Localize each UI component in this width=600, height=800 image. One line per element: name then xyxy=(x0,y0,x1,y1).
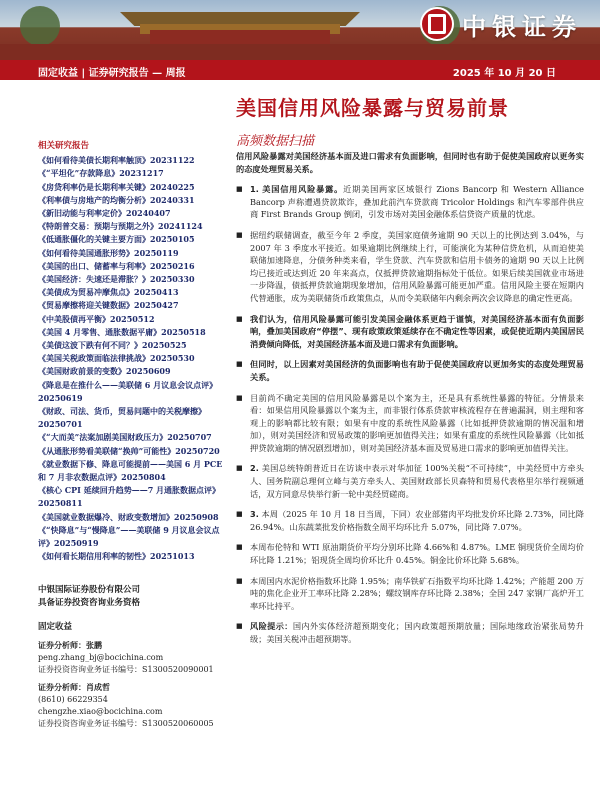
related-reports-list xyxy=(38,154,230,563)
related-report-item[interactable]: 《核心 CPI 延续回升趋势——7 月通胀数据点评》20250811 xyxy=(38,485,221,509)
page-subtitle: 高频数据扫描 xyxy=(236,134,315,149)
org-qualification: 具备证券投资咨询业务资格 xyxy=(38,598,141,608)
bullet-number: 3. xyxy=(250,509,259,520)
bullet-paragraph xyxy=(236,183,584,221)
related-report-item[interactable]: 《美国的出口、储蓄率与利率》20250216 xyxy=(38,260,195,271)
related-report-item[interactable]: 《美债这波下跌有何不同？》20250525 xyxy=(38,340,187,351)
brand-name: 中银证券 xyxy=(462,12,582,41)
related-report-item[interactable]: 《房贷利率仍是长期利率关键》20240225 xyxy=(38,181,195,192)
bullet-paragraph: ■ 目前尚不确定美国的信用风险暴露是以个案为主，还是具有系统性暴露的特征。分情景来看：如果信用风险暴露以个案为主，而非银行体系贷款审核流程存在普遍漏洞，则主理和客观上的影响都比较有限；如果有中度的系统性风险暴露（比如抵押贷款逾期的情况温和增加），则对美国经济和贸易政策的影响更加值得关注；如果有重度的系统性风险暴露（比如抵押贷款逾期的情况剧烈增加），则对美国经济基本面及贸易进口需求的影响更加值得关注。 xyxy=(236,392,584,455)
bullet-text: 美国总统特朗普近日在访谈中表示对华加征 100%关税“不可持续”，中美经贸中方牵头人、国务院副总理何立峰与美方牵头人、美国财政部长贝森特和贸易代表格里尔举行视频通话，双方同意尽快举行新一轮中美经贸磋商。 xyxy=(250,463,584,499)
related-report-item[interactable]: 《“平坦化”存款降息》20231217 xyxy=(38,168,164,179)
related-reports-heading: 相关研究报告 xyxy=(38,141,90,151)
related-report-item[interactable]: 《美债成为贸易冲摩焦点》20250413 xyxy=(38,287,179,298)
report-category-line: 固定收益 | 证券研究报告 — 周报 xyxy=(38,68,186,79)
related-report-item[interactable]: 《如何看待美债长期利率触顶》20231122 xyxy=(38,155,195,166)
bullet-text: 国内外实体经济超预期变化；国内政策超预期放量；国际地缘政治紧张局势升级；美国关税冲击超预期等。 xyxy=(250,621,584,644)
bullet-paragraph: ■ 本周国内水泥价格指数环比降 1.95%；南华铁矿石指数平均环比降 1.42%；产能超 200 万吨的焦化企业开工率环比降 2.28%；螺纹钢库存环比降 2.38%；全国 247 家钢厂高炉开工率环比持平。 xyxy=(236,575,584,613)
analyst-phone: (8610) 66229354 xyxy=(38,695,108,704)
bullet-paragraph xyxy=(236,620,584,645)
related-report-item[interactable]: 《美国就业数据爆冷、财政变数增加》20250908 xyxy=(38,511,219,522)
related-report-item[interactable]: 《低通胀僵化的关键主要方面》20250105 xyxy=(38,234,195,245)
lead-summary: 信用风险暴露对美国经济基本面及进口需求有负面影响，但同时也有助于促使美国政府以更务实的态度处理贸易关系。 xyxy=(236,151,584,174)
related-report-item[interactable]: 《美国 4 月零售、通胀数据平庸》20250518 xyxy=(38,326,206,337)
related-report-item[interactable]: 《利率债与房地产的均衡分析》20240331 xyxy=(38,194,195,205)
bullet-text: 本周（2025 年 10 月 18 日当周，下同）农业部猪肉平均批发价环比降 2.73%，同比降 26.94%。山东蔬菜批发价格指数全周平均环比升 5.07%，同比降 7.07%。 xyxy=(250,509,584,532)
analyst-2 xyxy=(38,682,230,730)
report-date: 2025 年 10 月 20 日 xyxy=(452,68,556,79)
palace-wall xyxy=(0,44,600,60)
analyst-1 xyxy=(38,640,230,676)
header-banner xyxy=(0,0,600,60)
brand-logo xyxy=(420,6,582,42)
analyst-role: 证券分析师： xyxy=(38,641,86,650)
analyst-email[interactable]: peng.zhang_bj@bocichina.com xyxy=(38,653,164,662)
bullet-number: 2. xyxy=(250,463,259,474)
related-reports xyxy=(38,140,230,564)
boc-logo-icon xyxy=(420,7,454,41)
related-report-item[interactable]: 《美国财政前景的变数》20250609 xyxy=(38,366,171,377)
related-report-item[interactable]: 《特朗普交易：预期与预期之外》20241124 xyxy=(38,221,203,232)
report-bar xyxy=(0,60,600,80)
related-report-item[interactable]: 《中美股债再平衡》20250512 xyxy=(38,313,155,324)
analysts xyxy=(38,640,230,736)
related-report-item[interactable]: 《“快降息”与“慢降息”——美联储 9 月议息会议点评》20250919 xyxy=(38,524,220,549)
related-report-item[interactable]: 《贸易摩擦将迎关键数据》20250427 xyxy=(38,300,179,311)
bullet-number: 1. xyxy=(250,184,259,195)
bullet-paragraph: ■ 据纽约联储调查，截至今年 2 季度，美国家庭债务逾期 90 天以上的比例达到 3.04%，与 2007 年 3 季度水平接近。如果逾期比例继续上行，可能演化为某种信贷危机，从而迫使美联储加速降息，分债务种类来看，学生贷款、汽车贷款和信用卡债务的逾期 90 天以上比例均已接近或达到近 20 年来高点，仅抵押贷款逾期指标处于低位。如果后续美国就业市场进一步降温，债抵押贷款逾期现象增加，信用风险暴露可能更加严重。信用风险主要在短期内代替通胀，成为美联储货币政策焦点，从而令美联储年内剩余两次会议降息的确定性更高。 xyxy=(236,229,584,305)
related-report-item[interactable]: 《从通胀形势看美联储“换帅”可能性》20250720 xyxy=(38,445,220,456)
related-report-item[interactable]: 《如何看待美国通胀形势》20250119 xyxy=(38,247,179,258)
related-report-item[interactable]: 《新旧动能与利率定价》20240407 xyxy=(38,208,171,219)
bullet-paragraph xyxy=(236,462,584,500)
related-report-item[interactable]: 《如何看长期信用利率的韧性》20251013 xyxy=(38,551,195,562)
main-body xyxy=(236,150,584,654)
tree-decoration xyxy=(20,6,60,46)
analyst-name: 肖成哲 xyxy=(86,683,110,692)
bullet-paragraph xyxy=(236,508,584,533)
report-sector: 固定收益 xyxy=(38,622,73,632)
bullet-paragraph: ■ 但同时，以上因素对美国经济的负面影响也有助于促使美国政府以更加务实的态度处理贸易关系。 xyxy=(236,358,584,383)
related-report-item[interactable]: 《“大而美”法案加剧美国财政压力》20250707 xyxy=(38,432,212,443)
related-report-item[interactable]: 《财政、司法、货币，贸易问题中的关税摩擦》20250701 xyxy=(38,406,206,430)
analyst-email[interactable]: chengzhe.xiao@bocichina.com xyxy=(38,707,163,716)
analyst-cert: 证券投资咨询业务证书编号：S1300520060005 xyxy=(38,719,214,728)
org-line: 中银国际证券股份有限公司 xyxy=(38,585,141,595)
related-report-item[interactable]: 《美国关税政策面临法律挑战》20250530 xyxy=(38,353,195,364)
bullet-paragraph: ■ 我们认为，信用风险暴露可能引发美国金融体系更趋于谨慎，对美国经济基本面有负面影响，叠加美国政府“停摆”、现有政策政策延续存在不确定性等因素，或促使近期内美国居民消费倾向降低，对美国经济基本面及进口需求有负面影响。 xyxy=(236,313,584,351)
related-report-item[interactable]: 《美国经济：失速还是滞胀？》20250330 xyxy=(38,274,195,285)
bullet-paragraph: ■ 本周布伦特和 WTI 原油期货价平均分别环比降 4.66%和 4.87%。LME 铜现货价全周均价环比降 1.21%；铝现货全周均价环比升 0.45%。铜金比价环比降 5.68%。 xyxy=(236,541,584,566)
analyst-role: 证券分析师： xyxy=(38,683,86,692)
bullet-heading: 风险提示： xyxy=(250,621,293,632)
bullet-heading: 美国信用风险暴露。 xyxy=(262,184,344,195)
bullet-text: 近期美国两家区域银行 Zions Bancorp 和 Western Alliance Bancorp 声称遭遇贷款欺诈，叠加此前汽车贷款商 Tricolor Holdings 和汽车零部件供应商 First Brands Group 倒闭，引发市场对美国金融体系信贷资产质量的忧虑。 xyxy=(250,184,584,220)
related-report-item[interactable]: 《就业数据下修、降息可能提前——美国 6 月 PCE 和 7 月非农数据点评》20250804 xyxy=(38,458,223,483)
page-title: 美国信用风险暴露与贸易前景 xyxy=(236,96,509,120)
analyst-cert: 证券投资咨询业务证书编号：S1300520090001 xyxy=(38,665,214,674)
org-name xyxy=(38,584,230,610)
analyst-name: 张鹏 xyxy=(86,641,102,650)
related-report-item[interactable]: 《降息是在推什么——美联储 6 月议息会议点评》20250619 xyxy=(38,379,218,403)
